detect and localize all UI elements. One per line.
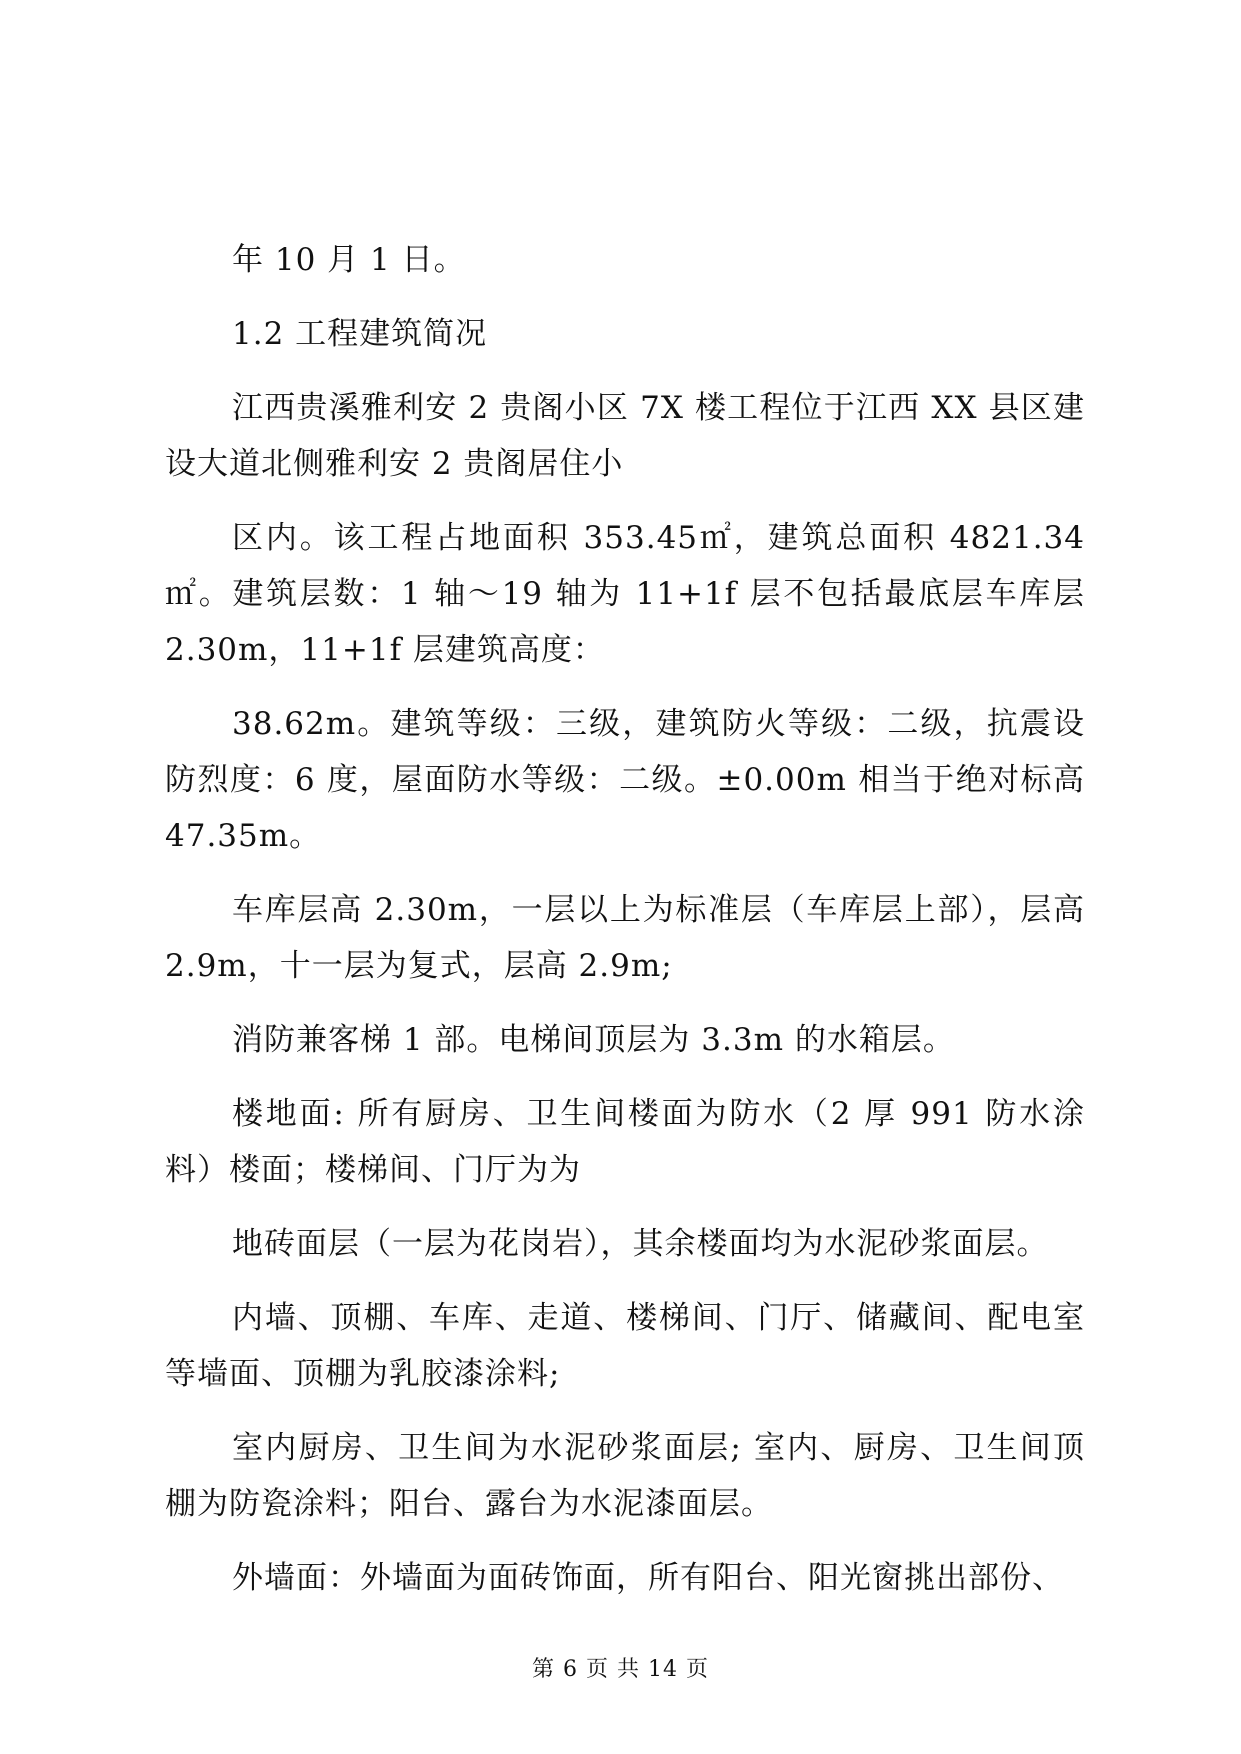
paragraph: 年 10 月 1 日。: [232, 242, 466, 278]
paragraph: 楼地面: 所有厨房、卫生间楼面为防水（2 厚 991 防水涂料）楼面；楼梯间、门厅为为: [165, 1096, 1085, 1188]
page-number-label: 第 6 页 共 14 页: [532, 1657, 709, 1682]
paragraph: 地砖面层（一层为花岗岩），其余楼面均为水泥砂浆面层。: [232, 1226, 1049, 1262]
paragraph: 38.62m。建筑等级：三级，建筑防火等级：二级，抗震设防烈度：6 度，屋面防水等级：二级。±0.00m 相当于绝对标高 47.35m。: [165, 706, 1085, 854]
page-footer: [0, 1655, 1241, 1685]
paragraph: 室内厨房、卫生间为水泥砂浆面层; 室内、厨房、卫生间顶棚为防瓷涂料；阳台、露台为水泥漆面层。: [165, 1430, 1085, 1522]
paragraph: 内墙、顶棚、车库、走道、楼梯间、门厅、储藏间、配电室等墙面、顶棚为乳胶漆涂料;: [165, 1300, 1085, 1392]
paragraph: 消防兼客梯 1 部。电梯间顶层为 3.3m 的水箱层。: [232, 1022, 955, 1058]
paragraph: 区内。该工程占地面积 353.45㎡，建筑总面积 4821.34㎡。建筑层数：1 轴～19 轴为 11+1f 层不包括最底层车库层 2.30m，11+1f 层建筑高度：: [165, 520, 1085, 668]
document-body: [165, 232, 1085, 1624]
section-heading: 1.2 工程建筑简况: [232, 316, 488, 352]
paragraph: 车库层高 2.30m，一层以上为标准层（车库层上部），层高 2.9m，十一层为复式，层高 2.9m;: [165, 892, 1085, 984]
paragraph: 外墙面：外墙面为面砖饰面，所有阳台、阳光窗挑出部份、: [232, 1560, 1064, 1596]
paragraph: 江西贵溪雅利安 2 贵阁小区 7X 楼工程位于江西 XX 县区建设大道北侧雅利安 2 贵阁居住小: [165, 390, 1085, 482]
